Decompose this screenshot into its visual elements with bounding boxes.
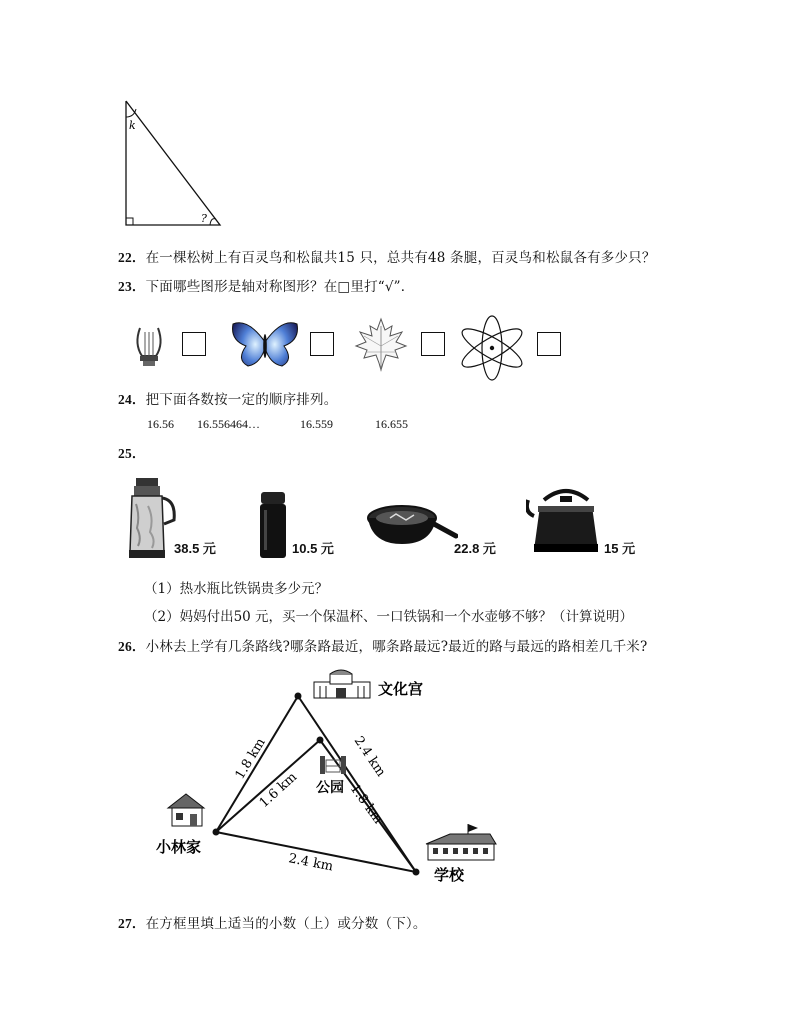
question-26	[118, 635, 647, 655]
thermos-price: 38.5 元	[174, 541, 216, 556]
question-number: 27．	[118, 916, 146, 931]
park-label: 公园	[316, 780, 344, 796]
number-3: 16.559	[300, 417, 333, 431]
wok-price: 22.8 元	[454, 541, 496, 556]
unknown-angle-label: ?	[201, 212, 207, 225]
question-text: 在一棵松树上有百灵鸟和松鼠共15 只，总共有48 条腿，百灵鸟和松鼠各有多少只？	[145, 250, 656, 266]
question-22	[118, 246, 656, 266]
cup-price: 10.5 元	[292, 541, 334, 556]
palace-label: 文化宫	[378, 680, 424, 698]
distance-home-park: 1.6 km	[256, 769, 301, 811]
question-number: 24．	[118, 392, 146, 407]
distance-park-school: 1.8 km	[346, 781, 386, 827]
checkbox-butterfly[interactable]	[310, 332, 334, 356]
checkbox-atom[interactable]	[537, 332, 561, 356]
question-number: 25．	[118, 446, 146, 461]
checkbox-lyre[interactable]	[182, 332, 206, 356]
number-4: 16.655	[375, 417, 408, 431]
question-24	[118, 388, 337, 408]
distance-palace-school: 2.4 km	[350, 733, 389, 780]
home-label: 小林家	[156, 838, 202, 856]
number-2: 16.556464…	[197, 417, 260, 431]
question-23	[118, 275, 414, 295]
maple-leaf-icon	[352, 316, 410, 372]
question-text: 下面哪些图形是轴对称图形？在□里打“√”．	[145, 279, 415, 295]
butterfly-icon	[230, 318, 300, 370]
question-number: 26．	[118, 639, 146, 654]
question-27	[118, 912, 427, 932]
checkbox-maple-leaf[interactable]	[421, 332, 445, 356]
q25-sub-question-1: （1）热水瓶比铁锅贵多少元？	[144, 581, 329, 597]
thermos-icon	[124, 476, 180, 560]
right-triangle-figure	[118, 95, 228, 230]
kettle-price: 15 元	[604, 541, 636, 556]
wok-icon	[366, 498, 458, 548]
palace-building-icon	[314, 670, 370, 698]
question-text: 在方框里填上适当的小数（上）或分数（下）。	[145, 916, 427, 932]
question-text: 小林去上学有几条路线?哪条路最近，哪条路最远?最近的路与最远的路相差几千米?	[145, 639, 648, 655]
kettle-icon	[526, 482, 606, 554]
route-home-palace	[216, 696, 301, 832]
school-label: 学校	[434, 866, 465, 884]
angle-k-label: k	[129, 119, 136, 132]
number-1: 16.56	[147, 417, 174, 431]
lyre-icon	[132, 322, 168, 370]
question-number: 23．	[118, 279, 146, 294]
cup-icon	[258, 490, 288, 560]
distance-home-palace: 1.8 km	[232, 735, 269, 783]
house-icon	[168, 794, 204, 826]
question-text: 把下面各数按一定的顺序排列。	[145, 392, 338, 408]
q25-sub-question-2: （2）妈妈付出50 元，买一个保温杯、一口铁锅和一个水壶够不够？（计算说明）	[144, 609, 634, 625]
question-number: 22．	[118, 250, 146, 265]
atom-icon	[456, 314, 528, 382]
question-25	[118, 442, 146, 462]
school-building-icon	[426, 824, 496, 860]
route-home-park	[216, 740, 320, 832]
distance-home-school: 2.4 km	[287, 851, 335, 875]
route-map	[150, 668, 510, 886]
